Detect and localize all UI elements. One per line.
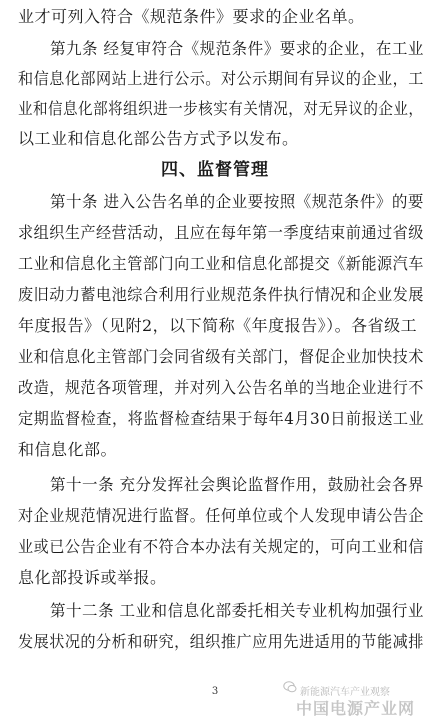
text-line: 改造，规范各项管理，并对列入公告名单的当地企业进行不: [18, 378, 424, 397]
wechat-icon: [283, 680, 297, 694]
text-line: 息化部投诉或举报。: [18, 568, 167, 587]
text-line: 业才可列入符合《规范条件》要求的企业名单。: [18, 7, 365, 26]
watermark-source: 新能源汽车产业观察: [300, 687, 390, 698]
text-line: 废旧动力蓄电池综合利用行业规范条件执行情况和企业发展: [18, 285, 424, 304]
text-line: 业和信息化部将组织进一步核实有关情况，对无异议的企业，: [18, 99, 424, 118]
watermark-site: 中国电源产业网: [296, 699, 416, 718]
text-line: 第九条 经复审符合《规范条件》要求的企业，在工业: [50, 39, 424, 58]
text-line: 定期监督检查，将监督检查结果于每年4月30日前报送工业: [18, 409, 425, 428]
text-line: 求组织生产经营活动，且应在每年第一季度结束前通过省级: [18, 223, 424, 242]
text-line: 和信息化部网站上进行公示。对公示期间有异议的企业，工: [18, 69, 424, 88]
text-line: 对企业规范情况进行监督。任何单位或个人发现申请公告企: [18, 506, 424, 525]
text-line: 发展状况的分析和研究，组织推广应用先进适用的节能减排: [18, 632, 424, 651]
section-heading: 四、监督管理: [161, 160, 269, 180]
text-line: 第十条 进入公告名单的企业要按照《规范条件》的要: [50, 192, 424, 211]
text-line: 工业和信息化主管部门向工业和信息化部提交《新能源汽车: [18, 254, 424, 273]
text-line: 第十一条 充分发挥社会舆论监督作用，鼓励社会各界: [50, 475, 424, 494]
text-line: 以工业和信息化部公告方式予以发布。: [18, 129, 299, 148]
text-line: 业和信息化主管部门会同省级有关部门，督促企业加快技术: [18, 347, 424, 366]
text-line: 年度报告》（见附2，以下简称《年度报告》）。各省级工: [18, 316, 418, 335]
text-line: 和信息化部。: [18, 440, 118, 459]
text-line: 业或已公告企业有不符合本办法有关规定的，可向工业和信: [18, 537, 424, 556]
page-number: 3: [211, 686, 219, 697]
text-line: 第十二条 工业和信息化部委托相关专业机构加强行业: [50, 601, 424, 620]
